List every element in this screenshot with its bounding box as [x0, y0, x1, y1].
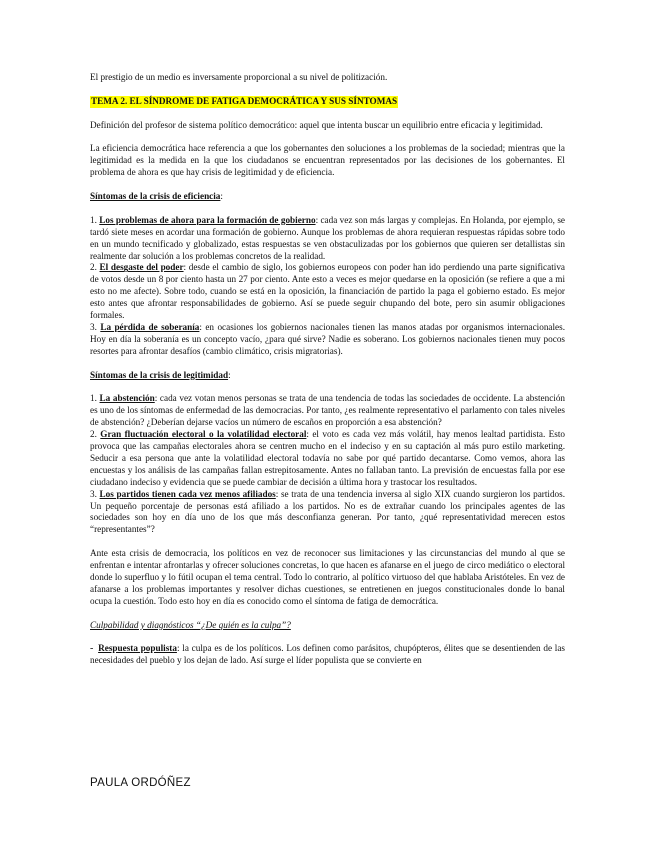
culpabilidad-heading: Culpabilidad y diagnósticos “¿De quién es la culpa”? — [90, 619, 291, 630]
tema-heading: TEMA 2. EL SÍNDROME DE FATIGA DEMOCRÁTICA Y SUS SÍNTOMAS — [91, 95, 398, 106]
document-body — [90, 72, 565, 667]
legitimidad-item-1-text: : cada vez votan menos personas se trata de una tendencia de todas las sociedades de occidente. La abstención es uno de los síntomas de enfermedad de las democracias. Por tanto, ¿es realmente representativo el parlamento con tales niveles de abstención? ¿Deberían dejarse vacíos un número de escaños en proporción a esa abstención? — [90, 393, 566, 428]
crisis-paragraph: Ante esta crisis de democracia, los políticos en vez de reconocer sus limitaciones y las circunstancias del mundo al que se enfrentan e intentar afrontarlas y ofrecer soluciones concretas, lo que hacen es afanarse en el juego de circo mediático o electoral donde lo superfluo y lo fútil ocupan el tema central. Todo lo contrario, al político virtuoso del que hablaba Aristóteles. En vez de afanarse a los problemas importantes y resolver dichas cuestiones, se entretienen en juegos constitucionales donde lo banal ocupa la cuestión. Todo esto hoy en día es conocido como el síntoma de fatiga de democrática. — [90, 548, 565, 606]
legitimidad-item-3: 3. Los partidos tienen cada vez menos afiliados: se trata de una tendencia inversa al siglo XIX cuando surgieron los partidos. Un pequeño porcentaje de personas está afiliado a los partidos. No es de extrañar cuando los principales agentes de las sociedades son hoy en día uno de los que más desconfianza generan. Por tanto, ¿qué representatividad merecen estos “representantes”? — [90, 488, 565, 535]
eficiencia-item-1-text: : cada vez son más largas y complejas. En Holanda, por ejemplo, se tardó siete meses en acordar una formación de gobierno. Aunque los problemas de ahora requieran respuestas rápidas sobre todo en un mundo tecnificado y globalizado, estas respuestas se ven obstaculizadas por los gobiernos que quieren ser detallistas sin realmente dar solución a los problemas concretos de la realidad. — [90, 214, 565, 261]
eficiencia-item-2-text: : desde el cambio de siglo, los gobiernos europeos con poder han ido perdiendo una parte significativa de votos desde un 8 por ciento hasta un 27 por ciento. Ante esto a veces es mejor quedarse en la oposición (se refiere a que a mi esto no me afecte). Sobre todo, cuando se está en la oposición, la financiación de partido la paga el gobierno estado. Es mejor esto antes que afrontar responsabilidades de gobierno. Así se puede seguir chupando del bote, pero sin asumir obligaciones formales. — [90, 262, 565, 321]
definicion-paragraph: Definición del profesor de sistema político democrático: aquel que intenta buscar un equilibrio entre eficacia y legitimidad. — [90, 119, 543, 130]
sintomas-eficiencia-heading: Síntomas de la crisis de eficiencia — [90, 191, 221, 201]
eficiencia-item-1: 1. Los problemas de ahora para la formación de gobierno: cada vez son más largas y complejas. En Holanda, por ejemplo, se tardó siete meses en acordar una formación de gobierno. Aunque los problemas de ahora requieran respuestas rápidas sobre todo en un mundo tecnificado y globalizado, estas respuestas se ven obstaculizadas por los gobiernos que quieren ser detallistas sin realmente dar solución a los problemas concretos de la realidad. — [90, 214, 565, 261]
populista-text: : la culpa es de los políticos. Los definen como parásitos, chupópteros, élites que se desentienden de las necesidades del pueblo y los dejan de lado. Así surge el líder populista que se convierte en — [90, 643, 565, 666]
sintomas-eficiencia-heading-line: Síntomas de la crisis de eficiencia: — [90, 191, 223, 201]
eficiencia-item-2: 2. El desgaste del poder: desde el cambio de siglo, los gobiernos europeos con poder han ido perdiendo una parte significativa de votos desde un 8 por ciento hasta un 27 por ciento. Ante esto a veces es mejor quedarse en la oposición (se refiere a que a mi esto no me afecte). Sobre todo, cuando se está en la oposición, la financiación de partido la paga el gobierno estado. Es mejor esto antes que afrontar responsabilidades de gobierno. Así se puede seguir chupando del bote, pero sin asumir obligaciones formales. — [90, 262, 565, 321]
eficiencia-item-3-text: : en ocasiones los gobiernos nacionales tienen las manos atadas por organismos internacionales. Hoy en día la soberanía es un concepto vacío, ¿para qué sirve? Nadie es soberano. Los gobiernos nacionales tienen muy pocos resortes para afrontar desafíos (cambio climático, crisis migratorias). — [90, 321, 566, 356]
eficiencia-item-1-title: Los problemas de ahora para la formación de gobierno — [99, 214, 316, 225]
sintomas-legitimidad-heading: Síntomas de la crisis de legitimidad — [90, 369, 229, 380]
legitimidad-item-2-text: : el voto es cada vez más volátil, hay menos lealtad partidista. Esto provoca que las campañas electorales ahora se centren mucho en el indeciso y en su captación al más puro estilo marketing. Seducir a esa persona que ante la volatilidad electoral todavía no sabe por qué partido decantarse. Como vemos, ahora las encuestas y los análisis de las campañas fallan estrepitosamente. Antes no fallaban tanto. La previsión de encuestas falla por ese ciudadano indeciso y evidencia que se puede cambiar de decisión a última hora y trastocar los resultados. — [90, 429, 565, 487]
sintomas-legitimidad-heading-line: Síntomas de la crisis de legitimidad: — [90, 369, 231, 380]
legitimidad-item-1: 1. La abstención: cada vez votan menos personas se trata de una tendencia de todas las sociedades de occidente. La abstención es uno de los síntomas de enfermedad de las democracias. Por tanto, ¿es realmente representativo el parlamento con tales niveles de abstención? ¿Deberían dejarse vacíos un número de escaños en proporción a esa abstención? — [90, 393, 566, 428]
eficiencia-item-3: 3. La pérdida de soberanía: en ocasiones los gobiernos nacionales tienen las manos atadas por organismos internacionales. Hoy en día la soberanía es un concepto vacío, ¿para qué sirve? Nadie es soberano. Los gobiernos nacionales tienen muy pocos resortes para afrontar desafíos (cambio climático, crisis migratorias). — [90, 321, 566, 356]
eficiencia-item-2-title: El desgaste del poder — [99, 262, 184, 273]
legitimidad-item-1-title: La abstención — [99, 393, 155, 404]
populista-item — [90, 643, 565, 667]
eficiencia-item-3-title: La pérdida de soberanía — [100, 321, 200, 332]
populista-title: Respuesta populista — [98, 643, 177, 654]
intro-paragraph: El prestigio de un medio es inversamente proporcional a su nivel de politización. — [90, 72, 388, 82]
legitimidad-item-2: 2. Gran fluctuación electoral o la volatilidad electoral: el voto es cada vez más volátil, hay menos lealtad partidista. Esto provoca que las campañas electorales ahora se centren mucho en el indeciso y en su captación al más puro estilo marketing. Seducir a esa persona que ante la volatilidad electoral todavía no sabe por qué partido decantarse. Como vemos, ahora las encuestas y los análisis de las campañas fallan estrepitosamente. Antes no fallaban tanto. La previsión de encuestas falla por ese ciudadano indeciso y evidencia que se puede cambiar de decisión a última hora y trastocar los resultados. — [90, 429, 565, 487]
footer-author: PAULA ORDÓÑEZ — [90, 777, 191, 789]
eficiencia-paragraph: La eficiencia democrática hace referencia a que los gobernantes den soluciones a los problemas de la sociedad; mientras que la legitimidad es la medida en la que los ciudadanos se encuentran representados por las decisiones de los gobernantes. El problema de ahora es que hay crisis de legitimidad y de eficiencia. — [90, 143, 565, 178]
legitimidad-item-3-title: Los partidos tienen cada vez menos afiliados — [99, 488, 276, 499]
dash-bullet-icon: - — [90, 643, 94, 655]
legitimidad-item-3-text: : se trata de una tendencia inversa al siglo XIX cuando surgieron los partidos. Un pequeño porcentaje de personas está afiliado a los partidos. No es de extrañar cuando los principales agentes de las sociedades son hoy en día uno de los que más desconfianza generan. Por tanto, ¿qué representatividad merecen estos “representantes”? — [90, 488, 565, 535]
legitimidad-item-2-title: Gran fluctuación electoral o la volatilidad electoral — [100, 429, 307, 440]
